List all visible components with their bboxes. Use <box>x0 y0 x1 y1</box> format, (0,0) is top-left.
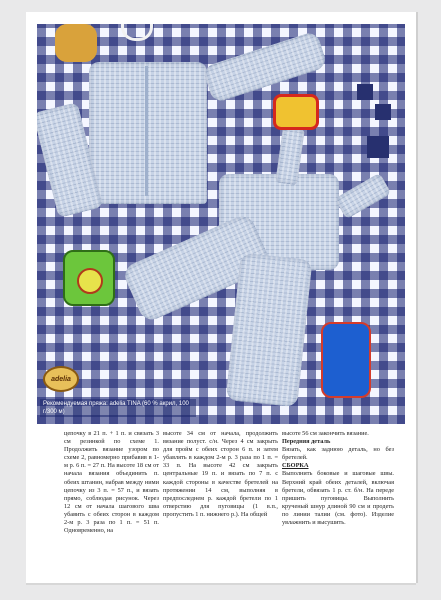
front-piece-text: Вязать, как заднюю деталь, но без бретелей. <box>282 446 394 462</box>
column-3-intro: высоте 56 см закончить вязание. <box>282 430 369 437</box>
toy-telephone <box>63 250 115 306</box>
toy-rattle <box>273 94 319 130</box>
cardigan-placket <box>145 66 148 196</box>
brand-logo: adelia <box>43 366 79 392</box>
photo-caption: Рекомендуемая пряжа: adelia TINA (60 % акрил, 100 г/300 м) <box>40 399 196 417</box>
romper-strap-right <box>334 173 391 220</box>
article-column-2: высоте 34 см от начала, продолжить вязание полуст. с/н. Через 4 см закрыть для пройм с обеих сторон 6 п. и затем убавлять в каждом 2-м р. 3 раза по 1 п. = 33 п. На высоте 42 см закрыть центральные 19 п. и вязать по 7 п. с каждой стороны в качестве бретелей на протяжении 14 см, выполняя в предпоследнем р. каждой бретели по 1 отверстию для пуговицы (1 в.п., пропустить 1 п. нижнего р.). На общей <box>163 430 278 518</box>
article-column-1: цепочку в 21 п. + 1 п. и связать 3 см резинкой по схеме 1. Продолжить вязание узором по схеме 2, равномерно прибавив в 1-м р. 6 п. = 27 п. На высоте 18 см от начала вязания объединить п. обеих штанин, набрав между ними цепочку из 3 п. = 57 п., и вязать прямо, соблюдая рисунок. Через 12 см от начала шагового шва убавить с обеих сторон в каждом 2-м р. 3 раза по 1 п. = 51 п. Одновременно, на <box>64 430 159 535</box>
toy-figure <box>321 322 371 398</box>
article-column-3 <box>282 430 394 527</box>
cardigan-body <box>89 62 207 204</box>
assembly-text: Выполнить боковые и шаговые швы. Верхний край обеих деталей, включая бретели, обвязать 1 р. ст. б/н. На переде пришить пуговицы. Выполнить крученый шнур длиной 90 см и продеть по линии талии (см. фото). Изделие увлажнить и высушить. <box>282 470 394 527</box>
heading-assembly: СБОРКА <box>282 462 309 470</box>
romper-right-leg <box>225 253 312 408</box>
scan-margin <box>0 589 441 600</box>
cardigan-right-sleeve <box>202 30 328 103</box>
toy-blocks <box>357 84 397 174</box>
toy-teddy <box>55 24 97 62</box>
product-photo <box>37 24 405 424</box>
heading-front-piece: Передняя деталь <box>282 438 331 446</box>
toy-ring <box>121 24 153 41</box>
